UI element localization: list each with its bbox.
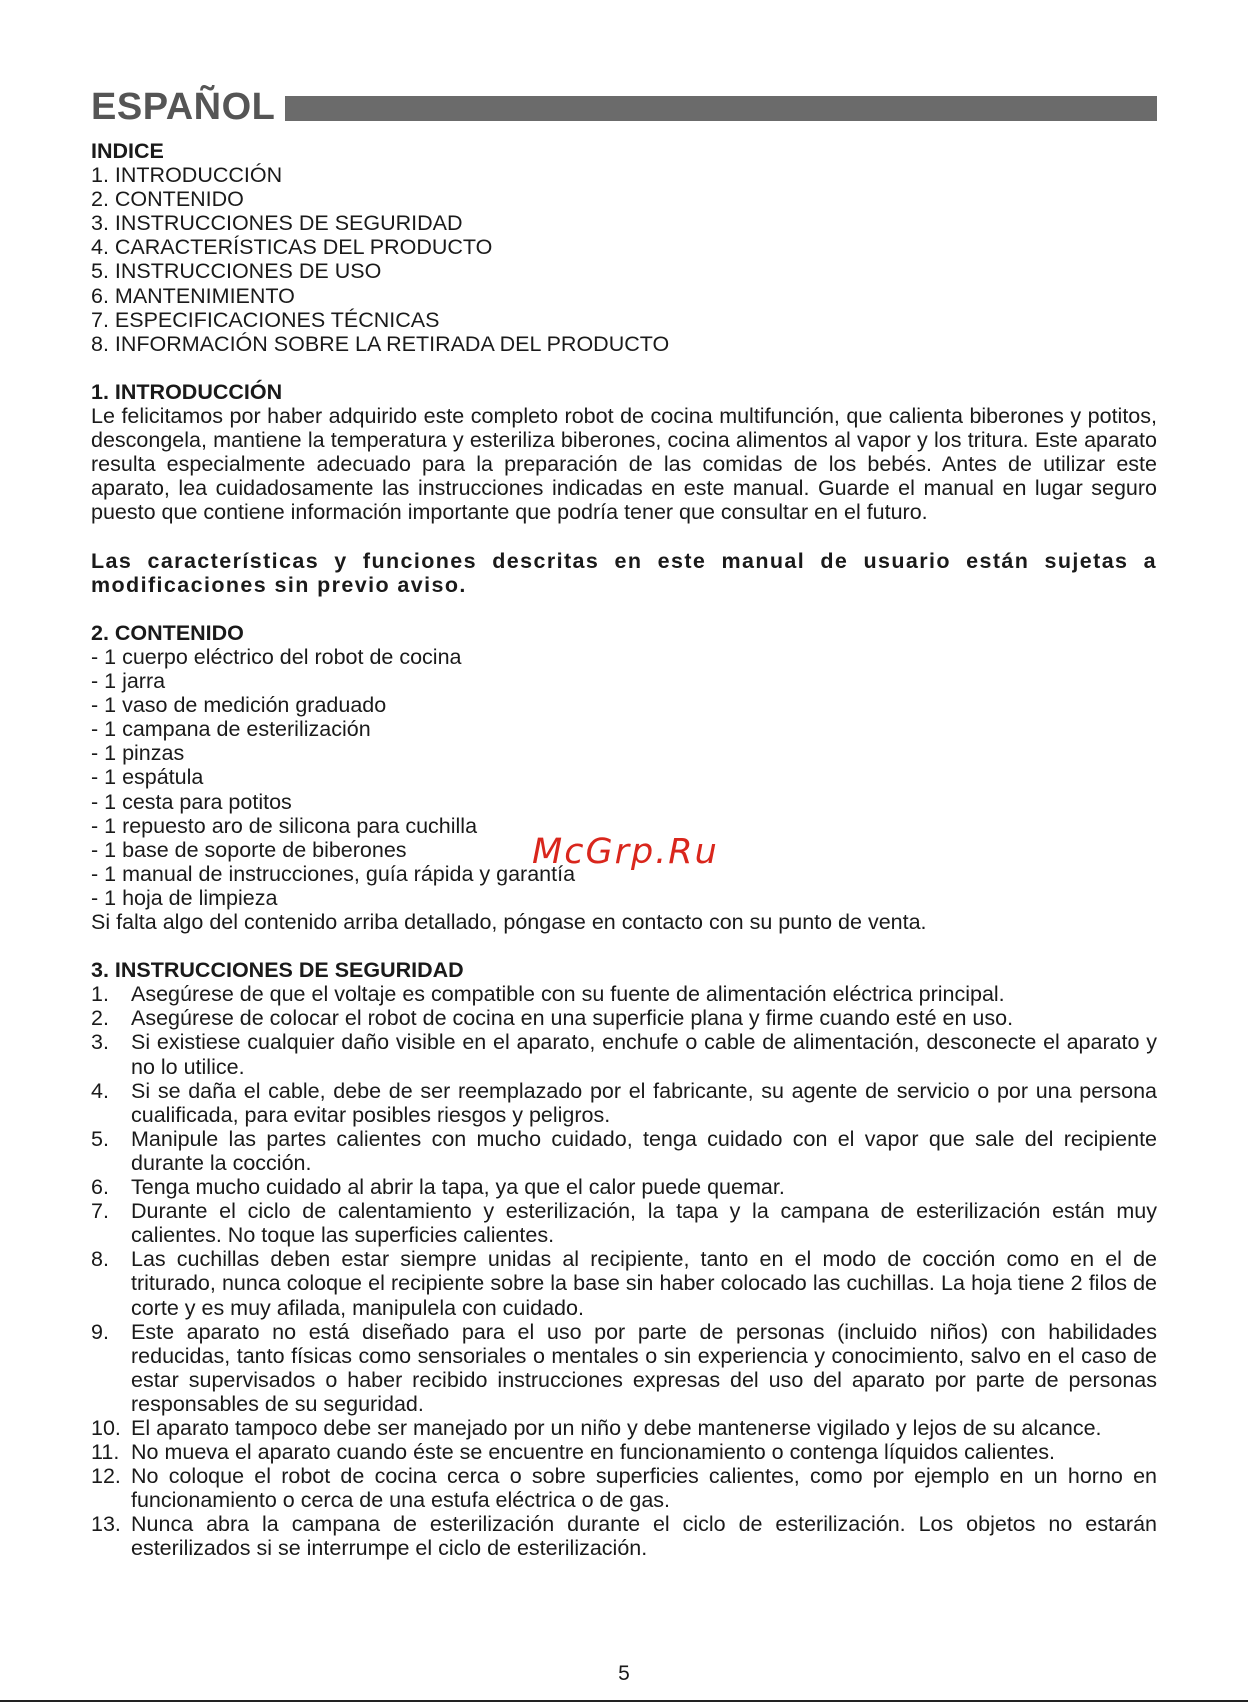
safety-item-number: 9. [91, 1319, 109, 1344]
safety-item [91, 1416, 1157, 1440]
safety-item [91, 1512, 1157, 1560]
safety-item [91, 1006, 1157, 1030]
safety-item-number: 13. [91, 1512, 121, 1537]
content-item: - 1 manual de instrucciones, guía rápida y garantía [91, 861, 576, 886]
safety-item-text: Durante el ciclo de calentamiento y esterilización, la tapa y la campana de esterilización están muy calientes. No toque las superficies calientes. [131, 1199, 1157, 1248]
toc-item: 8. INFORMACIÓN SOBRE LA RETIRADA DEL PRODUCTO [91, 331, 670, 356]
safety-item-text: Manipule las partes calientes con mucho cuidado, tenga cuidado con el vapor que sale del recipiente durante la cocción. [131, 1126, 1157, 1175]
safety-item-text: No coloque el robot de cocina cerca o sobre superficies calientes, como por ejemplo en un horno en funcionamiento o cerca de una estufa eléctrica o de gas. [131, 1464, 1157, 1513]
toc-item: 1. INTRODUCCIÓN [91, 163, 283, 188]
safety-item-text: El aparato tampoco debe ser manejado por un niño y debe mantenerse vigilado y lejos de su alcance. [131, 1415, 1102, 1440]
content-item: - 1 campana de esterilización [91, 717, 371, 742]
safety-item-number: 5. [91, 1126, 109, 1151]
safety-item-number: 11. [91, 1440, 120, 1465]
manual-page [91, 82, 1157, 1561]
safety-title: 3. INSTRUCCIONES DE SEGURIDAD [91, 958, 464, 983]
content-item: - 1 jarra [91, 669, 166, 694]
toc-item: 5. INSTRUCCIONES DE USO [91, 259, 382, 284]
content-item: - 1 pinzas [91, 741, 185, 766]
language-header [91, 82, 1157, 132]
content-item: - 1 base de soporte de biberones [91, 837, 407, 862]
content-item: - 1 cuerpo eléctrico del robot de cocina [91, 644, 462, 669]
content-item: - 1 repuesto aro de silicona para cuchilla [91, 813, 478, 838]
toc-title: INDICE [91, 139, 164, 163]
safety-item-text: Asegúrese de que el voltaje es compatible con su fuente de alimentación eléctrica principal. [131, 982, 1005, 1007]
safety-item [91, 1175, 1157, 1199]
safety-item-text: No mueva el aparato cuando éste se encuentre en funcionamiento o contenga líquidos calientes. [131, 1440, 1055, 1465]
safety-item-number: 2. [91, 1006, 109, 1031]
safety-item-number: 8. [91, 1247, 109, 1272]
safety-list [91, 982, 1157, 1560]
contents-note: Si falta algo del contenido arriba detallado, póngase en contacto con su punto de venta. [91, 910, 927, 934]
content-item: - 1 vaso de medición graduado [91, 693, 387, 718]
safety-item-number: 7. [91, 1199, 109, 1224]
header-bar [285, 96, 1157, 121]
safety-item-text: Si se daña el cable, debe de ser reemplazado por el fabricante, su agente de servicio o por una persona cualificada, para evitar posibles riesgos y peligros. [131, 1078, 1157, 1127]
safety-item-number: 3. [91, 1030, 109, 1055]
safety-item-text: Tenga mucho cuidado al abrir la tapa, ya que el calor puede quemar. [131, 1175, 785, 1200]
safety-item [91, 1199, 1157, 1247]
safety-item [91, 1320, 1157, 1416]
safety-item [91, 982, 1157, 1006]
safety-item [91, 1440, 1157, 1464]
content-item: - 1 hoja de limpieza [91, 885, 278, 910]
safety-item-text: Si existiese cualquier daño visible en el aparato, enchufe o cable de alimentación, desconecte el aparato y no lo utilice. [131, 1030, 1157, 1079]
notice-text: Las características y funciones descritas en este manual de usuario están sujetas a modificaciones sin previo aviso. [91, 548, 1157, 597]
safety-item [91, 1079, 1157, 1127]
contents-title: 2. CONTENIDO [91, 620, 244, 645]
safety-item-text: Las cuchillas deben estar siempre unidas al recipiente, tanto en el modo de cocción como en el de triturado, nunca coloque el recipiente sobre la base sin haber colocado las cuchillas. La hoja tiene 2 filos de corte y es muy afilada, manipulela con cuidado. [131, 1247, 1157, 1320]
safety-item [91, 1030, 1157, 1078]
safety-item [91, 1464, 1157, 1512]
safety-item-number: 4. [91, 1078, 109, 1103]
safety-item-number: 12. [91, 1464, 121, 1489]
safety-item-number: 1. [91, 982, 109, 1007]
toc-item: 4. CARACTERÍSTICAS DEL PRODUCTO [91, 235, 493, 260]
toc-item: 2. CONTENIDO [91, 187, 244, 212]
content-item: - 1 cesta para potitos [91, 789, 292, 814]
safety-item-text: Asegúrese de colocar el robot de cocina en una superficie plana y firme cuando esté en uso. [131, 1006, 1014, 1031]
safety-item [91, 1247, 1157, 1319]
intro-title: 1. INTRODUCCIÓN [91, 379, 283, 404]
toc-item: 7. ESPECIFICACIONES TÉCNICAS [91, 307, 440, 332]
safety-item-number: 6. [91, 1175, 109, 1200]
safety-item-text: Nunca abra la campana de esterilización durante el ciclo de esterilización. Los objetos no estarán esterilizados si se interrumpe el ciclo de esterilización. [131, 1512, 1157, 1561]
safety-item-text: Este aparato no está diseñado para el uso por parte de personas (incluido niños) con habilidades reducidas, tanto físicas como sensoriales o mentales o sin experiencia y conocimiento, salvo en el caso de estar supervisados o haber recibido instrucciones expresas del uso del aparato por parte de personas responsables de su seguridad. [131, 1319, 1157, 1416]
toc-item: 6. MANTENIMIENTO [91, 283, 295, 308]
watermark: McGrp.Ru [532, 832, 719, 872]
content-item: - 1 espátula [91, 765, 204, 790]
intro-paragraph: Le felicitamos por haber adquirido este completo robot de cocina multifunción, que calienta biberones y potitos, descongela, mantiene la temperatura y esteriliza biberones, cocina alimentos al vapor y los tritura. Este aparato resulta especialmente adecuado para la preparación de las comidas de los bebés. Antes de utilizar este aparato, lea cuidadosamente las instrucciones indicadas en este manual. Guarde el manual en lugar seguro puesto que contiene información importante que podría tener que consultar en el futuro. [91, 404, 1157, 525]
safety-item-number: 10. [91, 1415, 121, 1440]
safety-item [91, 1127, 1157, 1175]
language-title: ESPAÑOL [91, 86, 276, 128]
toc-item: 3. INSTRUCCIONES DE SEGURIDAD [91, 211, 463, 236]
page-number: 5 [618, 1662, 630, 1685]
